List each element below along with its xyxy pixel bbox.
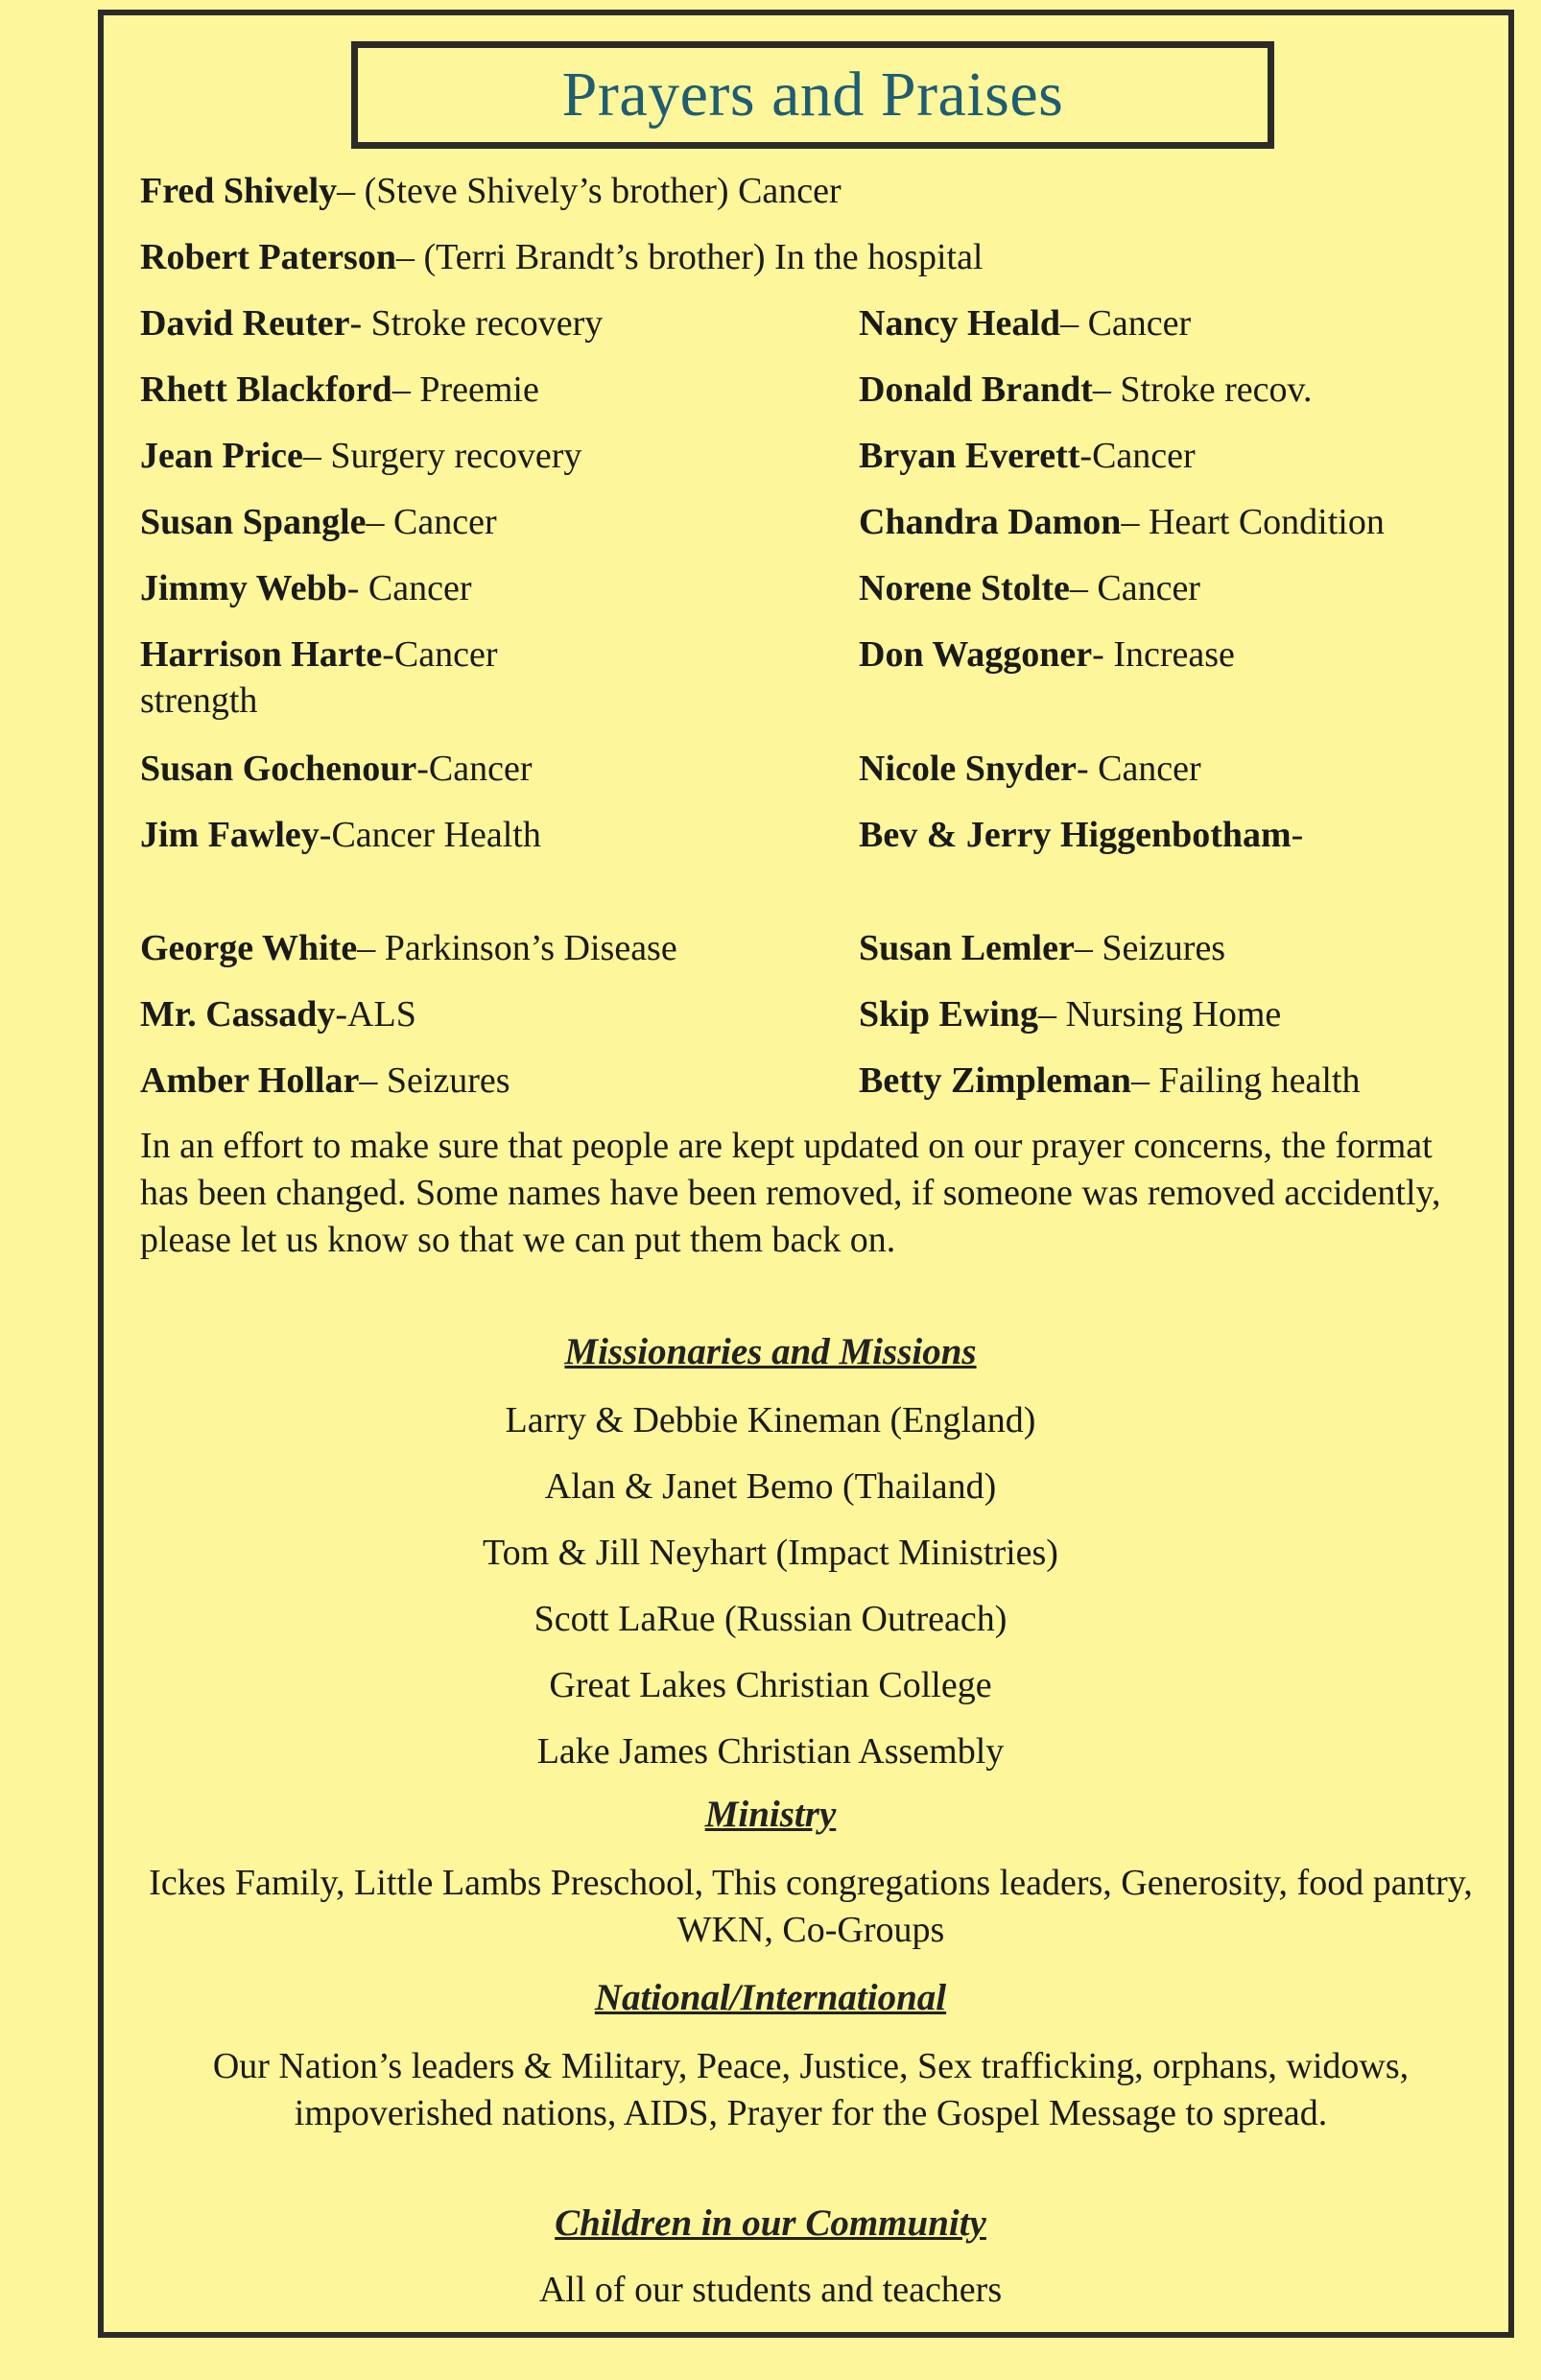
prayer-name: Nancy Heald	[859, 303, 1061, 344]
prayer-name: George White	[140, 928, 358, 968]
prayer-name: Don Waggoner	[859, 634, 1093, 675]
prayer-detail: – Cancer	[366, 502, 497, 542]
prayer-name: Harrison Harte	[140, 634, 383, 675]
prayer-item	[140, 812, 543, 858]
prayer-name: Susan Gochenour	[140, 749, 417, 789]
prayer-detail: -ALS	[335, 994, 416, 1035]
ministry-text: Ickes Family, Little Lambs Preschool, This congregations leaders, Generosity, food pantry, WKN, Co-Groups	[149, 1863, 1473, 1950]
page-title: Prayers and Praises	[561, 60, 1064, 130]
prayer-item	[140, 367, 539, 413]
prayer-name: Bev & Jerry Higgenbotham	[859, 815, 1292, 855]
missionary-item: Alan & Janet Bemo (Thailand)	[544, 1466, 997, 1507]
missionary-item: Larry & Debbie Kineman (England)	[505, 1400, 1036, 1440]
prayer-name: Mr. Cassady	[140, 994, 336, 1035]
children-heading: Children in our Community	[555, 2202, 986, 2244]
prayer-detail: -Cancer	[1079, 436, 1196, 476]
prayer-name: Chandra Damon	[859, 502, 1122, 542]
prayer-name: Fred Shively	[140, 171, 338, 211]
prayer-detail: – Cancer	[1069, 568, 1200, 608]
missionary-item: Great Lakes Christian College	[549, 1665, 992, 1705]
prayer-detail: – Stroke recov.	[1092, 369, 1313, 410]
prayer-detail: - Cancer	[346, 568, 472, 608]
prayer-detail: – (Terri Brandt’s brother) In the hospital	[395, 237, 984, 277]
prayer-name: Nicole Snyder	[859, 749, 1077, 789]
prayer-detail: -Cancer strength	[140, 634, 498, 721]
prayer-item	[859, 812, 1303, 858]
prayer-item	[140, 1058, 510, 1104]
format-notice: In an effort to make sure that people are kept updated on our prayer concerns, the format has been changed. Some names have been removed, if someone was removed accidently, please let us know so that we can put them back on.	[140, 1126, 1441, 1260]
prayer-name: Bryan Everett	[859, 436, 1080, 476]
prayer-name: Betty Zimpleman	[859, 1060, 1131, 1101]
prayer-detail: - Cancer	[1076, 749, 1201, 789]
prayer-detail: – Seizures	[1074, 928, 1226, 968]
prayer-detail: -Cancer	[416, 749, 533, 789]
title-box	[351, 41, 1274, 149]
prayer-item	[859, 746, 1201, 792]
prayer-name: Susan Spangle	[140, 502, 367, 542]
prayer-name: Skip Ewing	[859, 994, 1038, 1035]
missionary-item: Tom & Jill Neyhart (Impact Ministries)	[483, 1533, 1058, 1573]
prayer-item	[859, 565, 1200, 611]
prayer-item	[140, 168, 842, 214]
prayer-name: Jim Fawley	[140, 815, 320, 855]
prayer-name: David Reuter	[140, 303, 350, 344]
prayer-item	[140, 433, 581, 479]
prayer-detail: – Parkinson’s Disease	[357, 928, 677, 968]
prayer-item	[140, 991, 416, 1037]
prayer-item	[859, 499, 1385, 545]
prayer-name: Rhett Blackford	[140, 369, 392, 410]
prayer-detail: – Surgery recovery	[302, 436, 582, 476]
prayer-item	[140, 565, 471, 611]
prayer-detail: – Preemie	[391, 369, 539, 410]
prayer-detail: – Heart Condition	[1121, 502, 1385, 542]
prayer-name: Susan Lemler	[859, 928, 1075, 968]
prayer-item	[140, 234, 984, 280]
prayer-name: Jimmy Webb	[140, 568, 347, 608]
prayer-name: Robert Paterson	[140, 237, 396, 277]
prayer-item	[859, 300, 1191, 346]
prayer-detail: – Failing health	[1130, 1060, 1361, 1101]
prayer-item	[140, 746, 533, 792]
missionaries-heading: Missionaries and Missions	[564, 1331, 977, 1372]
prayer-detail: – (Steve Shively’s brother) Cancer	[337, 171, 842, 211]
prayer-detail: - Increase	[1092, 634, 1235, 675]
prayer-item	[859, 925, 1225, 971]
prayer-item	[859, 631, 1235, 678]
prayer-item	[859, 367, 1313, 413]
prayer-item	[140, 300, 603, 346]
prayer-item	[859, 1058, 1360, 1104]
national-heading: National/International	[594, 1977, 947, 2018]
prayer-item	[140, 925, 677, 971]
prayer-detail: – Seizures	[359, 1060, 510, 1101]
prayer-detail: - Stroke recovery	[349, 303, 604, 344]
prayer-name: Donald Brandt	[859, 369, 1093, 410]
missionary-item: Scott LaRue (Russian Outreach)	[533, 1599, 1008, 1639]
prayer-name: Norene Stolte	[859, 568, 1070, 608]
prayer-detail: – Nursing Home	[1037, 994, 1282, 1035]
prayer-item	[140, 631, 581, 724]
prayer-detail: -	[1291, 815, 1304, 855]
missionary-item: Lake James Christian Assembly	[536, 1731, 1005, 1772]
ministry-heading: Ministry	[704, 1794, 837, 1835]
children-text: All of our students and teachers	[538, 2270, 1003, 2310]
prayer-detail: -Cancer Health	[319, 815, 541, 855]
national-text: Our Nation’s leaders & Military, Peace, Justice, Sex trafficking, orphans, widows, impoverished nations, AIDS, Prayer for the Gospel Message to spread.	[212, 2046, 1410, 2133]
prayer-name: Amber Hollar	[140, 1060, 360, 1101]
prayer-item	[859, 991, 1281, 1037]
prayer-item	[140, 499, 497, 545]
prayer-name: Jean Price	[140, 436, 303, 476]
prayer-detail: – Cancer	[1060, 303, 1192, 344]
prayer-item	[859, 433, 1196, 479]
